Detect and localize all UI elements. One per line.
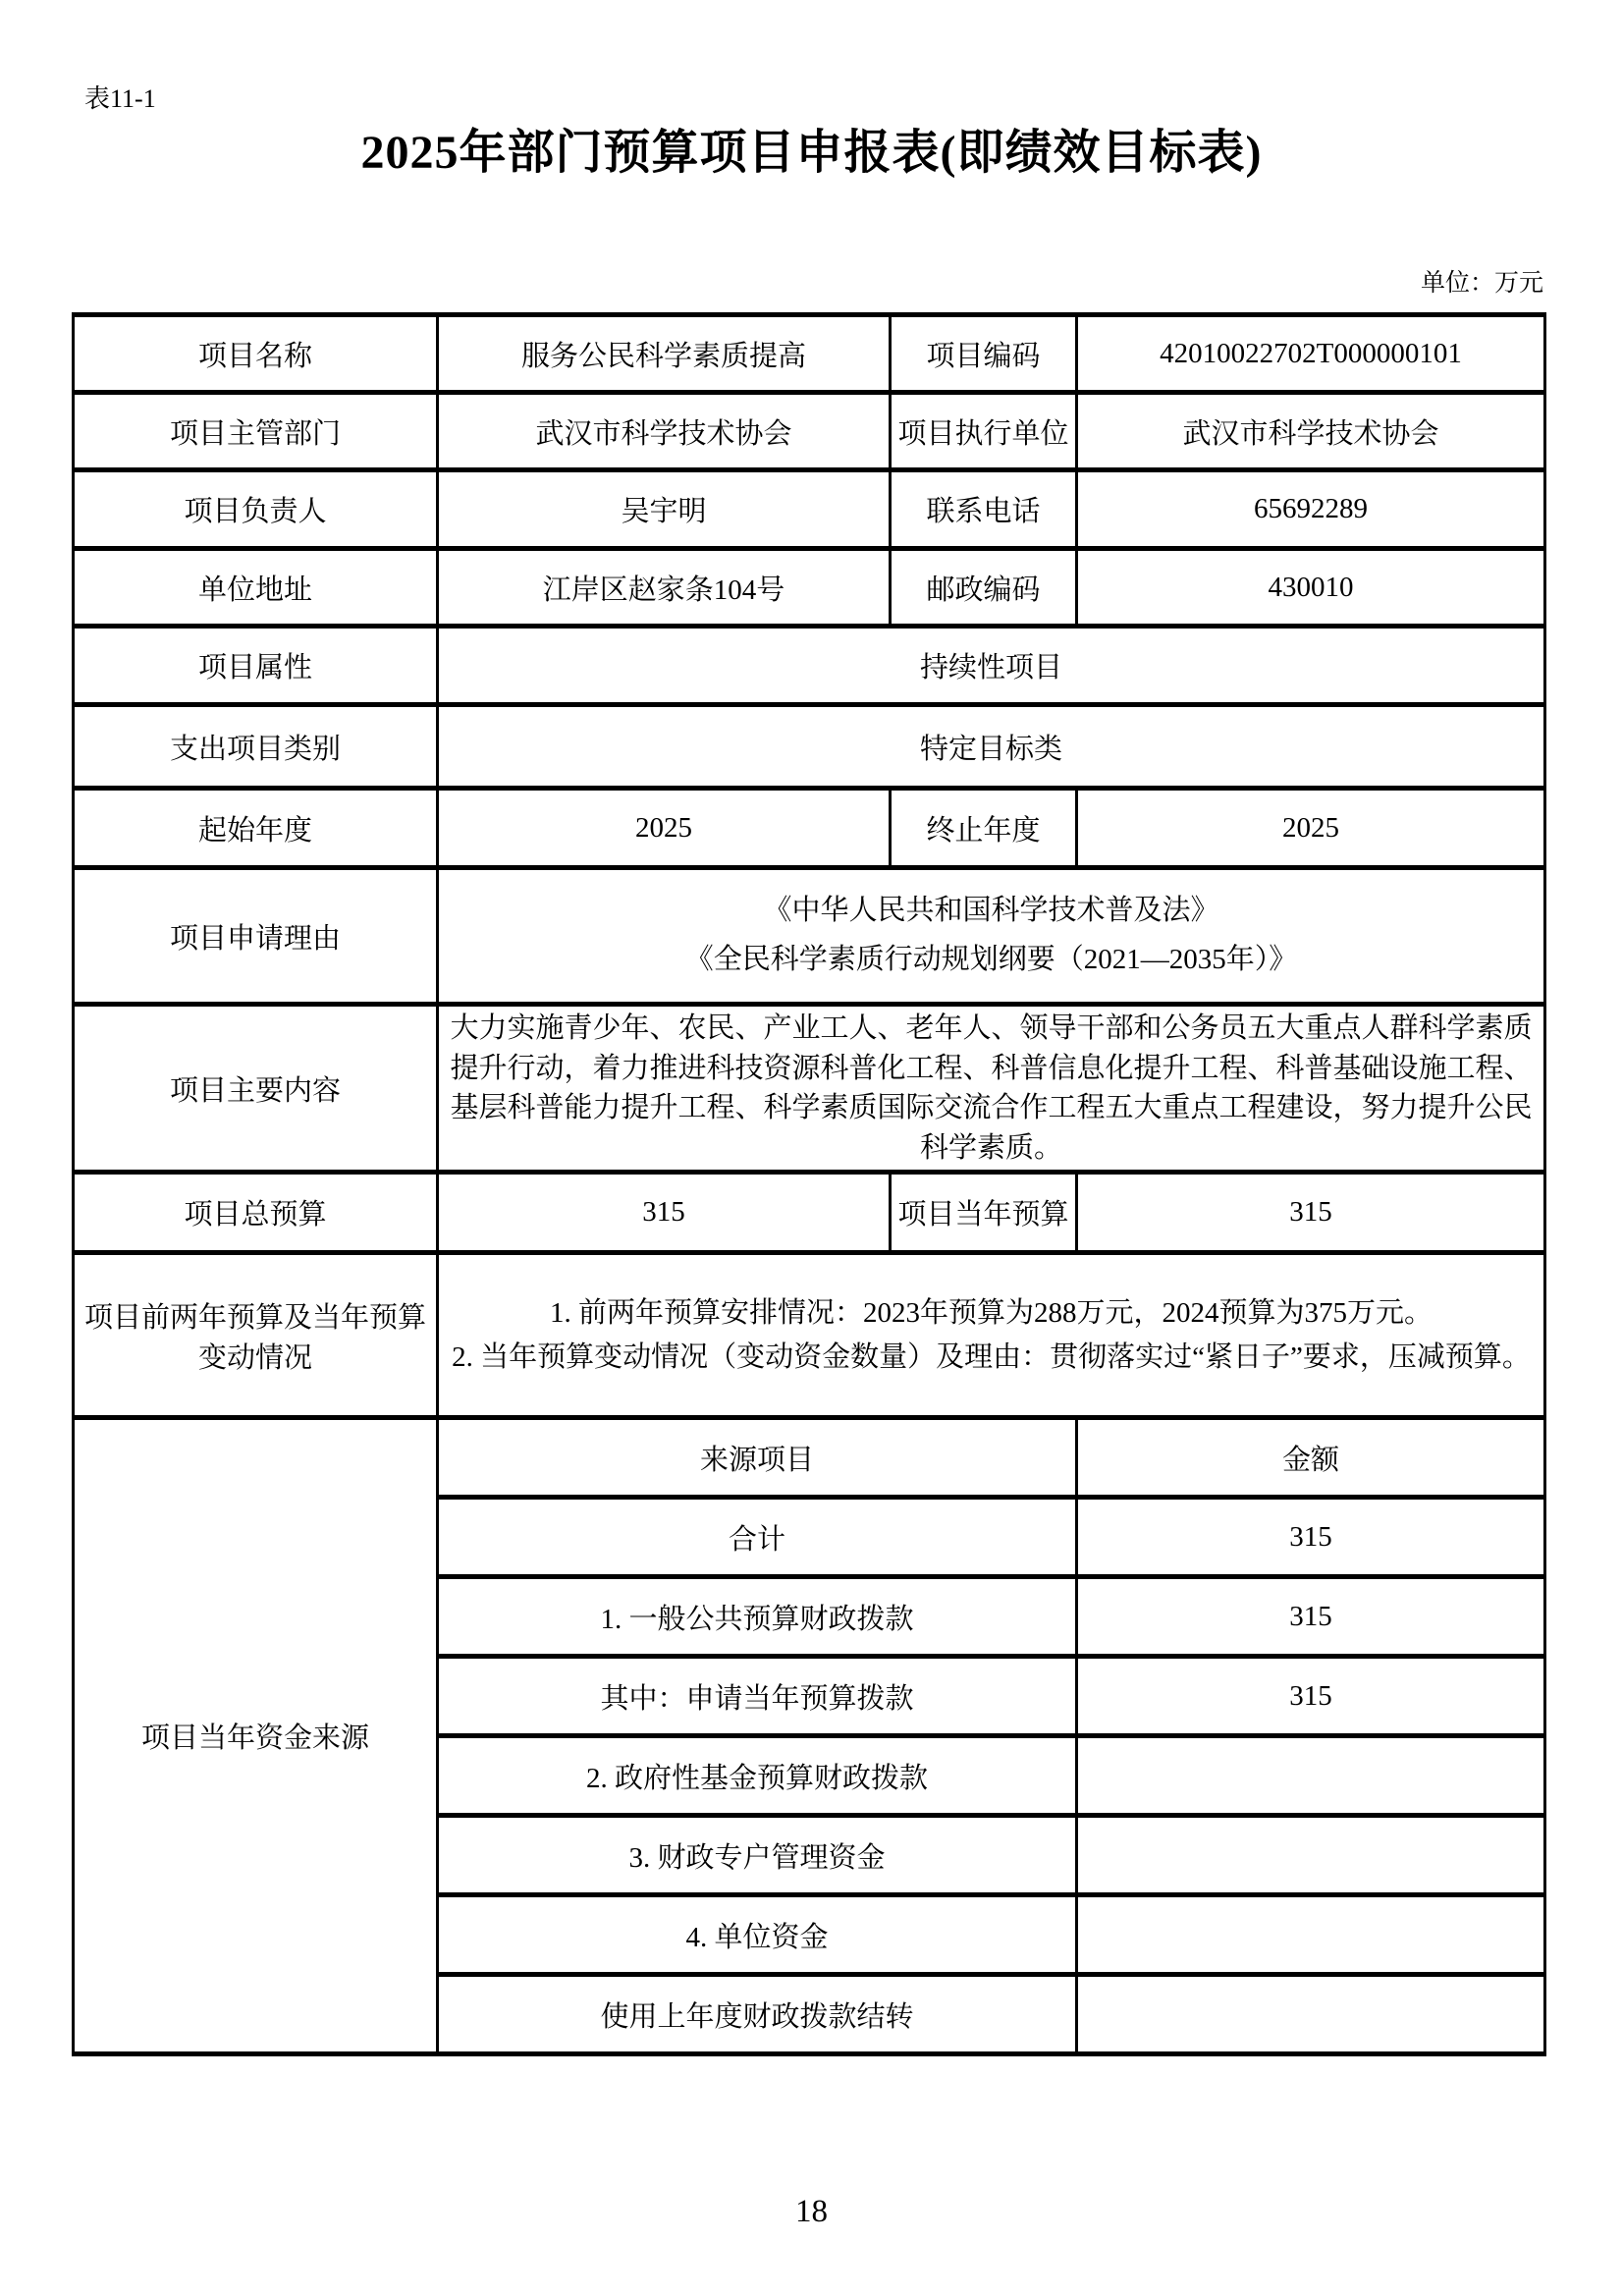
funding-source-cell: 1. 一般公共预算财政拨款	[438, 1577, 1077, 1657]
dept-label: 项目主管部门	[74, 393, 438, 470]
page-title: 2025年部门预算项目申报表(即绩效目标表)	[360, 127, 1263, 179]
leader-label: 项目负责人	[74, 470, 438, 549]
postcode-label: 邮政编码	[891, 549, 1077, 627]
history-line-1: 1. 前两年预算安排情况：2023年预算为288万元，2024预算为375万元。	[549, 1296, 1433, 1329]
row-expense-type	[74, 705, 1545, 789]
reason-value	[438, 868, 1545, 1005]
row-reason	[74, 868, 1545, 1005]
exec-unit-value: 武汉市科学技术协会	[1077, 393, 1545, 470]
funding-amount-cell	[1077, 1895, 1545, 1975]
address-value: 江岸区赵家条104号	[438, 549, 891, 627]
funding-source-cell: 合计	[438, 1498, 1077, 1577]
address-label: 单位地址	[74, 549, 438, 627]
funding-source-cell: 3. 财政专户管理资金	[438, 1816, 1077, 1895]
dept-value: 武汉市科学技术协会	[438, 393, 891, 470]
content-value: 大力实施青少年、农民、产业工人、老年人、领导干部和公务员五大重点人群科学素质提升行动，着力推进科技资源科普化工程、科普信息化提升工程、科普基础设施工程、基层科普能力提升工程、科学素质国际交流合作工程五大重点工程建设，努力提升公民科学素质。	[438, 1005, 1545, 1173]
unit-note: 单位：万元	[1420, 270, 1543, 297]
row-leader	[74, 470, 1545, 549]
reason-line-2: 《全民科学素质行动规划纲要（2021—2035年）》	[684, 944, 1298, 975]
row-budget-history	[74, 1253, 1545, 1418]
exec-unit-label: 项目执行单位	[891, 393, 1077, 470]
expense-type-label: 支出项目类别	[74, 705, 438, 789]
reason-label: 项目申请理由	[74, 868, 438, 1005]
end-year-value: 2025	[1077, 789, 1545, 868]
funding-source-header: 来源项目	[438, 1418, 1077, 1498]
row-content	[74, 1005, 1545, 1173]
total-budget-value: 315	[438, 1173, 891, 1253]
year-budget-label: 项目当年预算	[891, 1173, 1077, 1253]
funding-amount-header: 金额	[1077, 1418, 1545, 1498]
total-budget-label: 项目总预算	[74, 1173, 438, 1253]
table-ref-label: 表11-1	[84, 84, 156, 113]
project-name-value: 服务公民科学素质提高	[438, 315, 891, 393]
budget-form-table	[72, 312, 1546, 2056]
expense-type-value: 特定目标类	[438, 705, 1545, 789]
funding-section-label: 项目当年资金来源	[74, 1418, 438, 2054]
history-value	[438, 1253, 1545, 1418]
funding-source-cell: 4. 单位资金	[438, 1895, 1077, 1975]
start-year-value: 2025	[438, 789, 891, 868]
year-budget-value: 315	[1077, 1173, 1545, 1253]
funding-source-cell: 使用上年度财政拨款结转	[438, 1975, 1077, 2054]
row-years	[74, 789, 1545, 868]
funding-source-cell: 2. 政府性基金预算财政拨款	[438, 1736, 1077, 1816]
row-department	[74, 393, 1545, 470]
project-name-label: 项目名称	[74, 315, 438, 393]
phone-value: 65692289	[1077, 470, 1545, 549]
row-project-name	[74, 315, 1545, 393]
history-label: 项目前两年预算及当年预算变动情况	[74, 1253, 438, 1418]
attribute-value: 持续性项目	[438, 627, 1545, 705]
funding-amount-cell	[1077, 1816, 1545, 1895]
content-label: 项目主要内容	[74, 1005, 438, 1173]
project-code-label: 项目编码	[891, 315, 1077, 393]
end-year-label: 终止年度	[891, 789, 1077, 868]
funding-amount-cell	[1077, 1975, 1545, 2054]
leader-value: 吴宇明	[438, 470, 891, 549]
funding-source-cell: 其中：申请当年预算拨款	[438, 1657, 1077, 1736]
start-year-label: 起始年度	[74, 789, 438, 868]
funding-amount-cell: 315	[1077, 1657, 1545, 1736]
postcode-value: 430010	[1077, 549, 1545, 627]
funding-amount-cell: 315	[1077, 1577, 1545, 1657]
row-total-budget	[74, 1173, 1545, 1253]
page-number: 18	[795, 2194, 828, 2229]
reason-line-1: 《中华人民共和国科学技术普及法》	[763, 895, 1219, 927]
funding-amount-cell: 315	[1077, 1498, 1545, 1577]
row-attribute	[74, 627, 1545, 705]
funding-amount-cell	[1077, 1736, 1545, 1816]
attribute-label: 项目属性	[74, 627, 438, 705]
phone-label: 联系电话	[891, 470, 1077, 549]
funding-header-row	[74, 1418, 1545, 1498]
row-address	[74, 549, 1545, 627]
project-code-value: 42010022702T000000101	[1077, 315, 1545, 393]
history-line-2: 2. 当年预算变动情况（变动资金数量）及理由：贯彻落实过“紧日子”要求，压减预算。	[452, 1340, 1531, 1373]
